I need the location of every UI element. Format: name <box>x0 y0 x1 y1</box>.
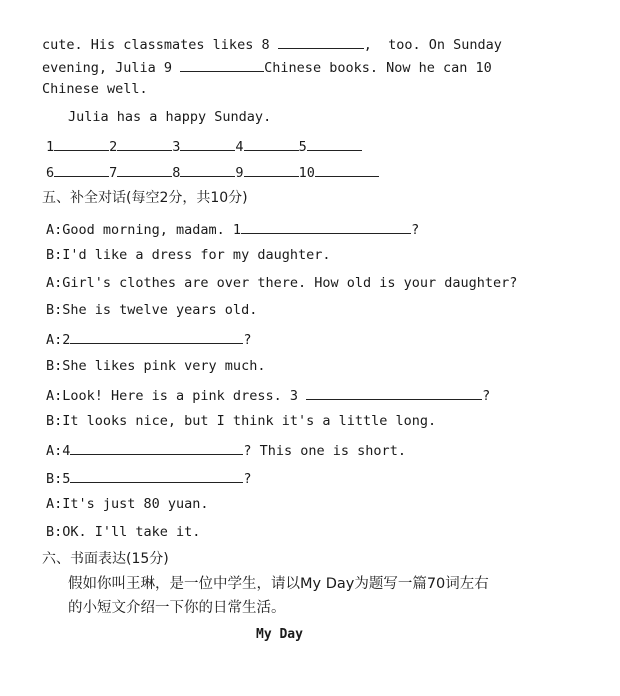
answer-blank[interactable] <box>315 162 379 177</box>
dialogue-line-9 <box>46 440 406 460</box>
dialogue-text: ? <box>243 471 252 487</box>
dialogue-text: A:2 <box>46 332 71 348</box>
dialogue-line-8: B:It looks nice, but I think it's a little long. <box>46 413 437 429</box>
section-6-heading: 六、书面表达(15分) <box>42 551 169 567</box>
passage-line-1-a: cute. His classmates likes 8 <box>42 37 278 53</box>
answer-blank[interactable] <box>307 136 362 151</box>
dialogue-text: A:Good morning, madam. 1 <box>46 222 242 238</box>
answer-blank[interactable] <box>117 162 172 177</box>
answer-number: 2 <box>109 139 118 155</box>
dialogue-line-6: B:She likes pink very much. <box>46 358 266 374</box>
passage-line-4: Julia has a happy Sunday. <box>68 109 272 125</box>
answer-blank-5[interactable] <box>70 468 243 483</box>
passage-line-2-a: evening, Julia 9 <box>42 60 181 76</box>
dialogue-line-4: B:She is twelve years old. <box>46 302 258 318</box>
dialogue-text: ? <box>482 388 491 404</box>
dialogue-line-1 <box>46 219 419 239</box>
answer-number: 6 <box>46 165 55 181</box>
answer-blank-9[interactable] <box>180 57 264 72</box>
answer-number: 8 <box>172 165 181 181</box>
dialogue-text: A:4 <box>46 443 71 459</box>
answer-number: 10 <box>298 165 315 181</box>
answer-blank[interactable] <box>180 162 235 177</box>
answer-blank-4[interactable] <box>70 440 243 455</box>
dialogue-line-7 <box>46 385 490 405</box>
writing-prompt-line-1: 假如你叫王琳，是一位中学生，请以My Day为题写一篇70词左右 <box>68 576 489 592</box>
dialogue-line-2: B:I'd like a dress for my daughter. <box>46 247 331 263</box>
answer-number: 1 <box>46 139 55 155</box>
answer-blank[interactable] <box>244 162 299 177</box>
passage-line-1 <box>42 34 502 54</box>
dialogue-line-5 <box>46 329 252 349</box>
answer-number: 5 <box>298 139 307 155</box>
answer-number: 7 <box>109 165 118 181</box>
answer-number: 4 <box>235 139 244 155</box>
passage-line-2 <box>42 57 492 77</box>
answer-blank-3[interactable] <box>306 385 482 400</box>
writing-prompt-line-2: 的小短文介绍一下你的日常生活。 <box>68 600 286 616</box>
dialogue-text: B:5 <box>46 471 71 487</box>
passage-line-1-b: , too. On Sunday <box>363 37 502 53</box>
answer-row-2 <box>46 162 379 182</box>
answer-blank-8[interactable] <box>278 34 364 49</box>
answer-blank-1[interactable] <box>241 219 411 234</box>
answer-number: 3 <box>172 139 181 155</box>
answer-blank[interactable] <box>117 136 172 151</box>
passage-line-3: Chinese well. <box>42 81 148 97</box>
dialogue-line-12: B:OK. I'll take it. <box>46 524 201 540</box>
dialogue-text: ? <box>243 332 252 348</box>
answer-blank[interactable] <box>244 136 299 151</box>
essay-title: My Day <box>256 627 303 642</box>
dialogue-text: ? This one is short. <box>243 443 406 459</box>
passage-line-2-b: Chinese books. Now he can 10 <box>264 60 492 76</box>
answer-blank[interactable] <box>54 162 109 177</box>
answer-row-1 <box>46 136 362 156</box>
dialogue-text: A:Look! Here is a pink dress. 3 <box>46 388 307 404</box>
dialogue-line-3: A:Girl's clothes are over there. How old is your daughter? <box>46 275 518 291</box>
dialogue-text: ? <box>411 222 420 238</box>
dialogue-line-11: A:It's just 80 yuan. <box>46 496 209 512</box>
dialogue-line-10 <box>46 468 252 488</box>
answer-number: 9 <box>235 165 244 181</box>
answer-blank[interactable] <box>54 136 109 151</box>
section-5-heading: 五、补全对话(每空2分，共10分) <box>42 190 248 206</box>
answer-blank[interactable] <box>180 136 235 151</box>
answer-blank-2[interactable] <box>70 329 243 344</box>
